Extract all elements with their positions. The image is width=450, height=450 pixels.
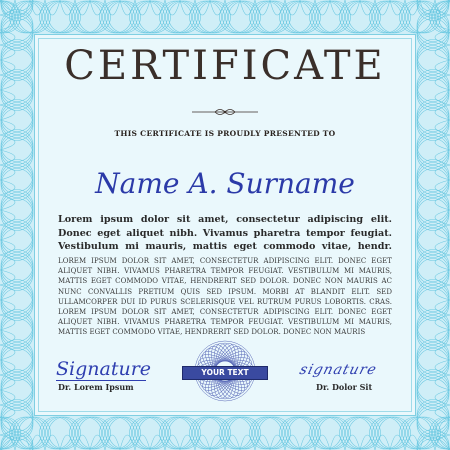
ornament-divider [190, 106, 260, 118]
left-signer-name: Dr. Lorem Ipsum [58, 382, 134, 392]
left-signature-line [56, 380, 146, 381]
right-signer-name: Dr. Dolor Sit [316, 382, 373, 392]
body-paragraph: LOREM IPSUM DOLOR SIT AMET, CONSECTETUR ADIPISCING ELIT. DONEC EGET ALIQUET NIBH. VIVAMUS PHARETRA TEMPOR FEUGIAT. VESTIBULUM MI MAURIS, MATTIS EGET COMMODO VITAE, HENDRERIT SED DOLOR. DONEC NON MAURIS AC NUNC CONVALLIS PRETIUM QUIS SED IPSUM. MORBI AT BLANDIT ELIT. SED ULLAMCORPER DUI ID PURUS SCELERISQUE VEL RUTRUM PURUS LOBORTIS. CRAS. LOREM IPSUM DOLOR SIT AMET, CONSECTETUR ADIPISCING ELIT. DONEC EGET ALIQUET NIBH. VIVAMUS PHARETRA TEMPOR FEUGIAT. VESTIBULUM MI MAURIS, MATTIS EGET COMMODO VITAE, HENDRERIT SED DOLOR. DONEC NON MAURIS [58, 257, 392, 337]
bold-paragraph: Lorem ipsum dolor sit amet, consectetur adipiscing elit. Donec eget aliquet nibh. Vivamus pharetra tempor feugiat. Vestibulum mi mauris, mattis eget commodo vitae, hendr. [58, 214, 392, 252]
recipient-name: Name A. Surname [95, 167, 355, 200]
certificate-title: CERTIFICATE [64, 43, 386, 89]
presented-to-line: THIS CERTIFICATE IS PROUDLY PRESENTED TO [114, 129, 336, 138]
left-signature: Signature [56, 358, 152, 380]
your-text-badge: YOUR TEXT [182, 366, 268, 380]
right-signature: signature [297, 362, 379, 378]
